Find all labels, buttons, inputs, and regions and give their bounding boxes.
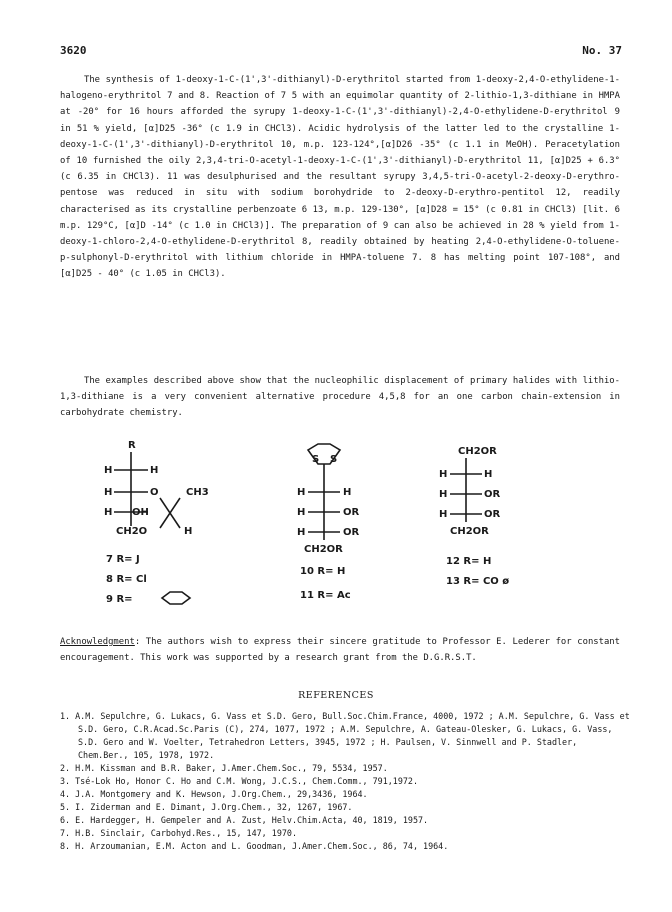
body-paragraph-conclusion — [60, 373, 620, 422]
struct2-h-left-2: H — [297, 507, 306, 518]
acknowledgment — [60, 634, 620, 666]
paragraph-text: The synthesis of 1-deoxy-1-C-(1',3'-dithianyl)-D-erythritol started from 1-deoxy-2,4-O-ethylidene-1-halogeno-erythritol 7 and 8. Reaction of 7 5 with an equimolar quantity of 2-lithio-1,3-dithiane in HMPA at -20° for 16 hours afforded the syrupy 1-deoxy-1-C-(1',3'-dithianyl)-2,4-O-ethylidene-D-erythritol 9 in 51 % yield, [α]D25 -36° (c 1.9 in CHCl3). Acidic hydrolysis of the latter led to the crystalline 1-deoxy-1-C-(1',3'-dithianyl)-D-erythritol 10, m.p. 123-124°,[α]D26 -35° (c 1.1 in MeOH). Peracetylation of 10 furnished the oily 2,3,4-tri-O-acetyl-1-deoxy-1-C-(1',3'-dithianyl)-D-erythritol 11, [α]D25 + 6.3° (c 6.35 in CHCl3). 11 was desulphurised and the resultant syrupy 3,4,5-tri-O-acetyl-2-deoxy-D-erythro-pentose was reduced in situ with sodium borohydride to 2-deoxy-D-erythro-pentitol 12, readily characterised as its crystalline perbenzoate 6 13, m.p. 129-130°, [α]D28 = 15° (c 0.81 in CHCl3) [lit. 6 m.p. 129°C, [α]D -14° (c 1.0 in CHCl3)]. The preparation of 9 can also be achieved in 28 % yield from 1-deoxy-1-chloro-2,4-O-ethylidene-D-erythritol 8, readily obtained by heating 2,4-O-ethylidene-O-toluene-p-sulphonyl-D-erythritol with lithium chloride in HMPA-toluene 7. 8 has melting point 107-108°, and [α]D25 - 40° (c 1.05 in CHCl3). — [60, 75, 620, 280]
paragraph-text: The examples described above show that the nucleophilic displacement of primary halides with lithio-1,3-dithiane is a very convenient alternative procedure 4,5,8 for an one carbon chain-extension in carbohydrate chemistry. — [60, 376, 620, 419]
reference-item: 5. I. Ziderman and E. Dimant, J.Org.Chem., 32, 1267, 1967. — [60, 802, 353, 812]
acknowledgment-label: Acknowledgment — [60, 637, 135, 647]
struct3-h-left-3: H — [439, 509, 448, 520]
struct2-label-11: 11 R= Ac — [300, 590, 351, 601]
reference-item: 2. H.M. Kissman and B.R. Baker, J.Amer.Chem.Soc., 79, 5534, 1957. — [60, 763, 388, 773]
reference-item: 6. E. Hardegger, H. Gempeler and A. Zust, Helv.Chim.Acta, 40, 1819, 1957. — [60, 815, 429, 825]
reference-item: 8. H. Arzoumanian, E.M. Acton and L. Goodman, J.Amer.Chem.Soc., 86, 74, 1964. — [60, 841, 449, 851]
struct1-h-right: H — [150, 465, 159, 476]
struct3-ch2or: CH2OR — [450, 526, 489, 537]
structure-12-13 — [439, 446, 509, 587]
struct1-ch3: CH3 — [186, 487, 209, 498]
struct2-label-10: 10 R= H — [300, 566, 346, 577]
references-heading: REFERENCES — [298, 690, 374, 701]
reference-item: 1. A.M. Sepulchre, G. Lukacs, G. Vass et S.D. Gero, Bull.Soc.Chim.France, 4000, 1972 ; A.M. Sepulchre, G. Vass et S.D. Gero, C.R.Acad.Sc.Paris (C), 274, 1077, 1972 ; A.M. Sepulchre, A. Gateau-Olesker, G. Lukacs, G. Vass, S.D. Gero and W. Voelter, Tetrahedron Letters, 3945, 1972 ; H. Paulsen, V. Sinnwell and P. Stadler, Chem.Ber., 105, 1978, 1972. — [60, 711, 630, 760]
struct3-label-12: 12 R= H — [446, 556, 492, 567]
structure-7-8-9 — [104, 440, 209, 605]
struct3-label-13: 13 R= CO ø — [446, 576, 510, 587]
struct1-h-left-2: H — [104, 487, 113, 498]
struct1-label-8: 8 R= Cl — [106, 574, 147, 585]
ring-sulfur-left: S — [312, 454, 320, 465]
body-paragraph-synthesis — [60, 72, 620, 283]
struct3-or: OR — [484, 489, 501, 500]
struct2-h-left-3: H — [297, 527, 306, 538]
struct2-h-left: H — [297, 487, 306, 498]
reference-item: 3. Tsé-Lok Ho, Honor C. Ho and C.M. Wong, J.C.S., Chem.Comm., 791,1972. — [60, 776, 418, 786]
struct1-h-left: H — [104, 465, 113, 476]
struct1-o: O — [150, 487, 159, 498]
struct2-h-right: H — [343, 487, 352, 498]
struct1-top-r: R — [128, 440, 136, 451]
struct2-or-2: OR — [343, 527, 360, 538]
struct3-h-right: H — [484, 469, 493, 480]
chemical-structures-figure — [100, 440, 560, 610]
struct1-ch2o: CH2O — [116, 526, 148, 537]
struct3-top-ch2or: CH2OR — [458, 446, 497, 457]
struct1-h-bottom: H — [184, 526, 193, 537]
struct1-oh: OH — [132, 507, 149, 518]
struct1-label-7: 7 R= J — [106, 554, 140, 565]
ring-sulfur-right: S — [330, 454, 338, 465]
references-list — [60, 710, 630, 853]
struct1-h-left-3: H — [104, 507, 113, 518]
struct3-or-2: OR — [484, 509, 501, 520]
journal-issue-number: No. 37 — [582, 44, 622, 57]
reference-item: 4. J.A. Montgomery and K. Hewson, J.Org.Chem., 29,3436, 1964. — [60, 789, 368, 799]
struct1-label-9: 9 R= — [106, 594, 133, 605]
struct2-or: OR — [343, 507, 360, 518]
struct3-h-left-2: H — [439, 489, 448, 500]
struct2-ch2or: CH2OR — [304, 544, 343, 555]
struct3-h-left: H — [439, 469, 448, 480]
reference-item: 7. H.B. Sinclair, Carbohyd.Res., 15, 147, 1970. — [60, 828, 297, 838]
structure-10-11 — [297, 444, 360, 601]
page-number: 3620 — [60, 44, 87, 57]
dithiane-ring-small — [162, 592, 190, 604]
acknowledgment-text: : The authors wish to express their sincere gratitude to Professor E. Lederer for constant encouragement. This work was supported by a research grant from the D.G.R.S.T. — [60, 637, 620, 664]
